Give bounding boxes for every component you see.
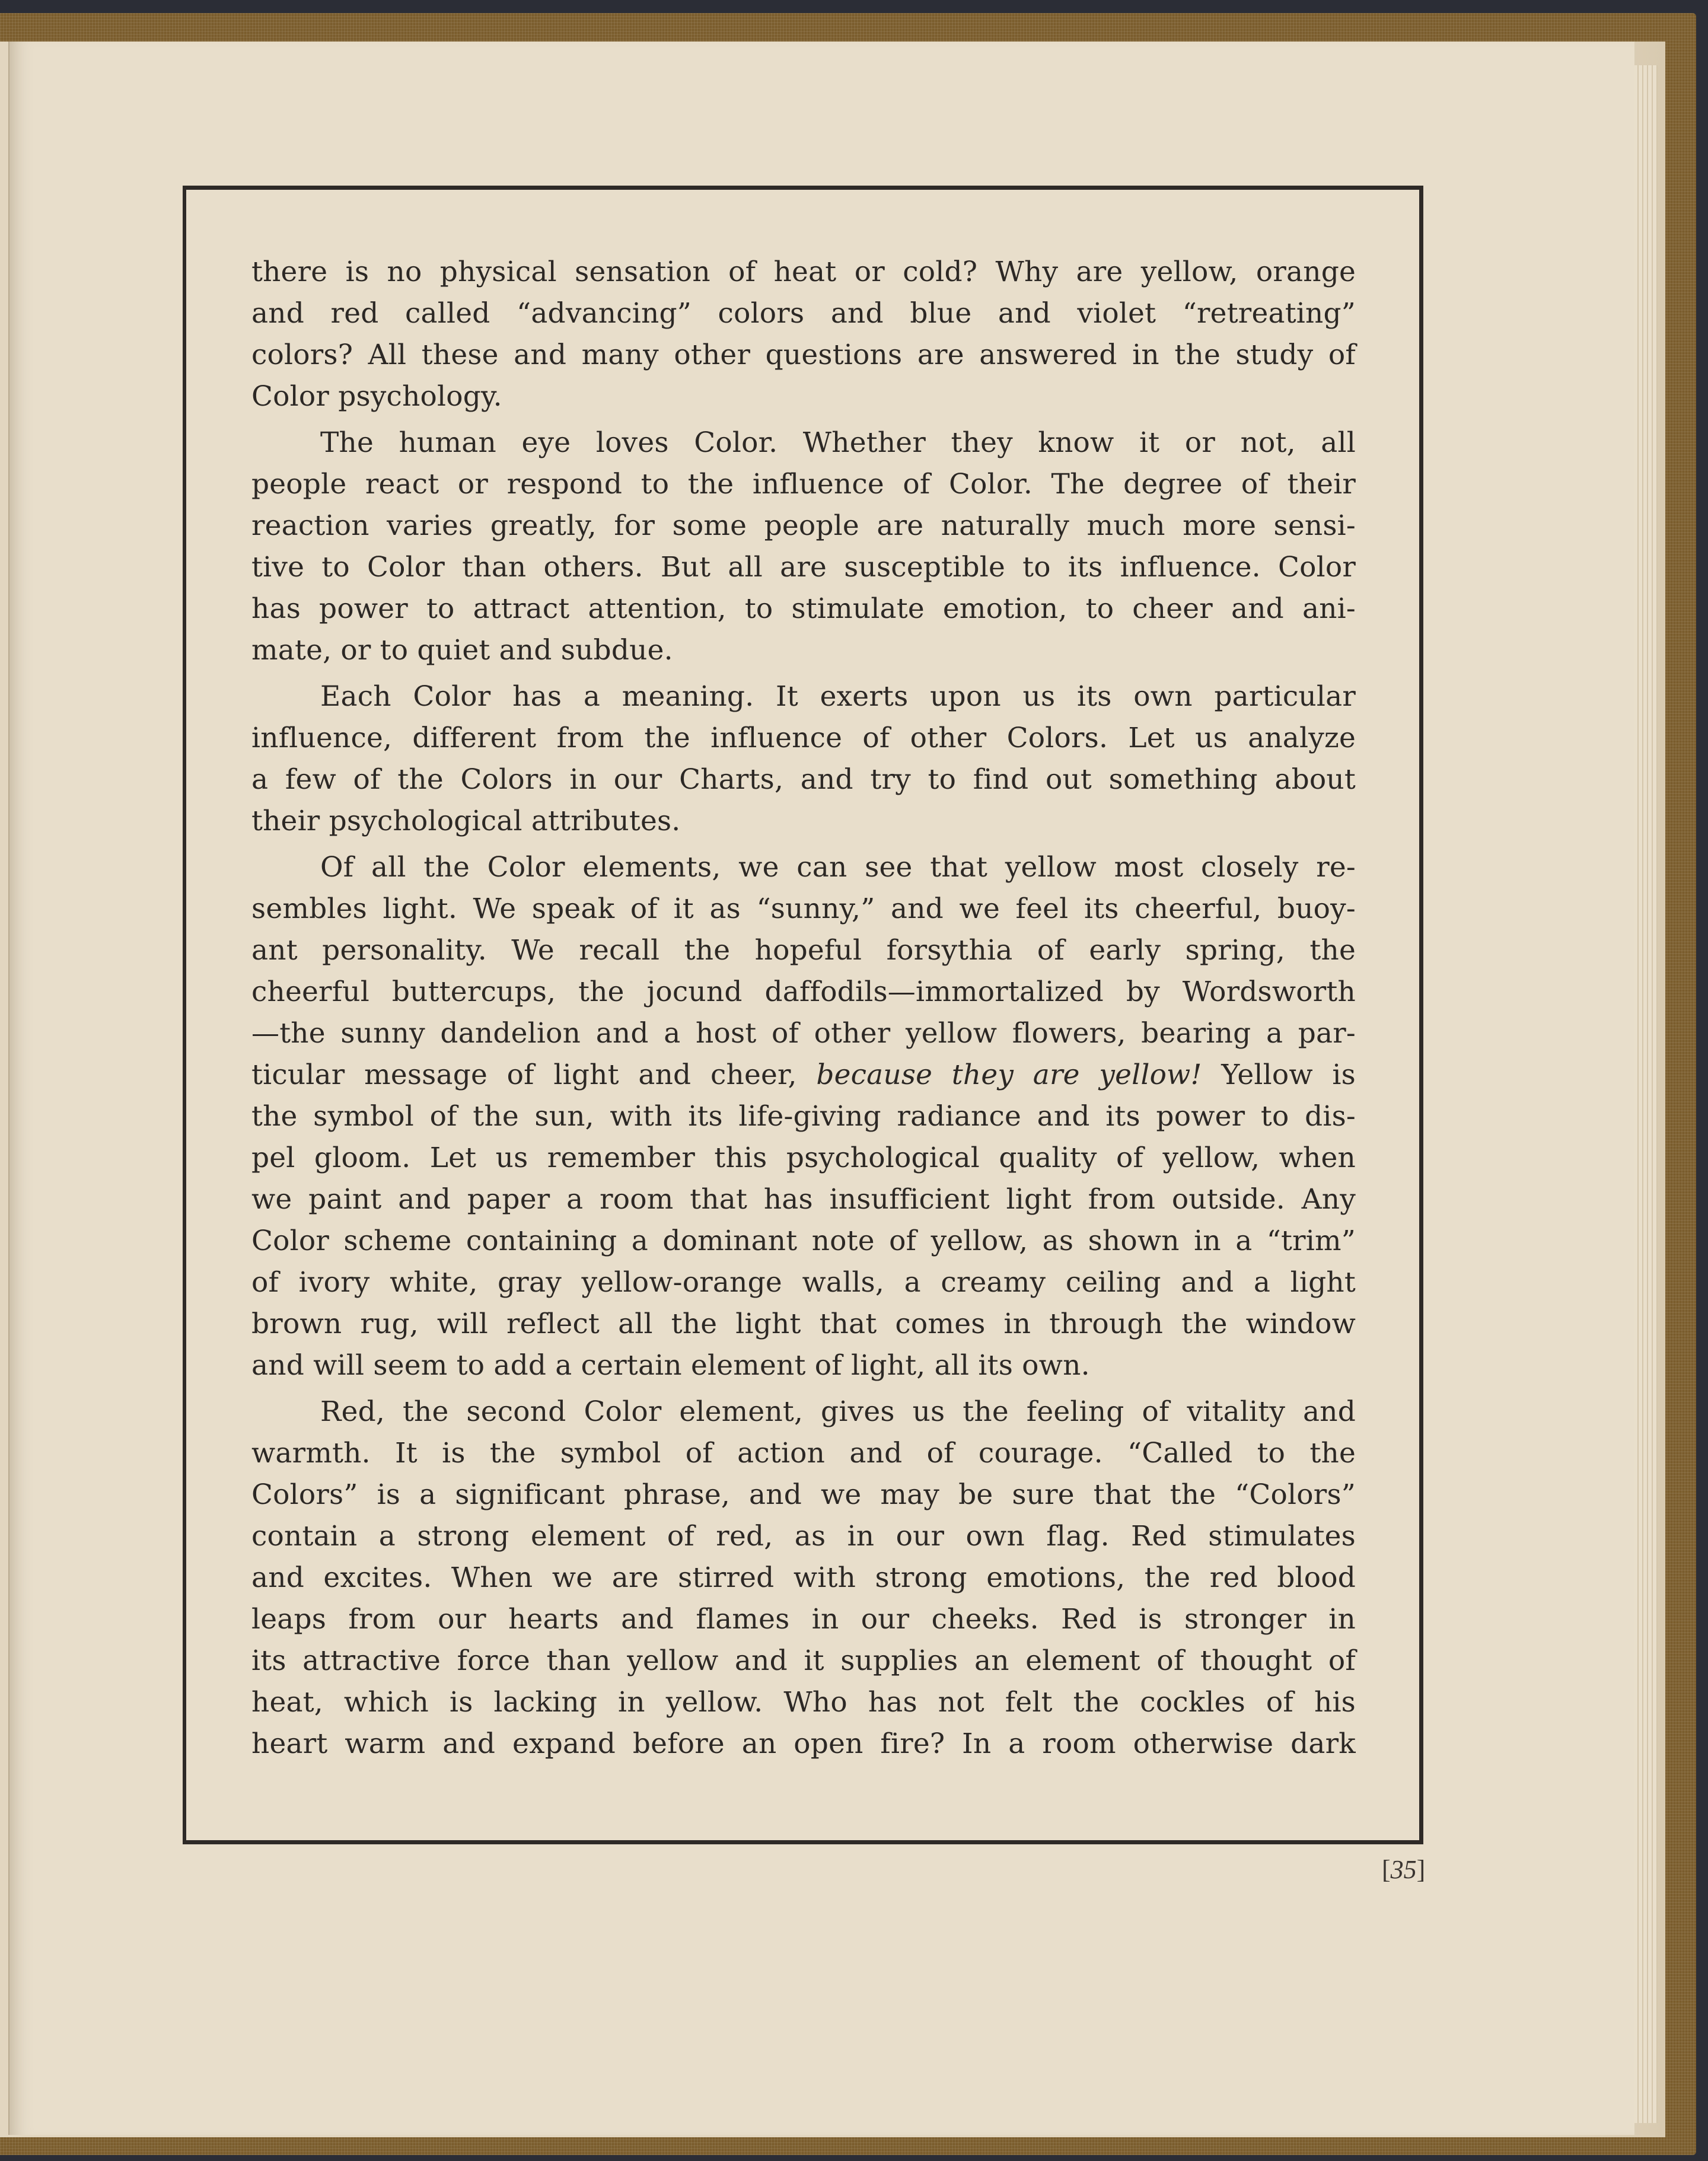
paragraph-3 [251,676,1356,842]
text-line: its attractive force than yellow and it supplies an element of thought of [251,1644,1356,1677]
text-line: pel gloom. Let us remember this psychological quality of yellow, when [251,1142,1356,1174]
text-line: tive to Color than others. But all are susceptible to its influence. Color [251,551,1356,584]
text-run: ticular message of light and cheer, [251,1059,817,1091]
text-line: colors? All these and many other questions are answered in the study of [251,339,1356,371]
paragraph-4 [251,847,1356,1387]
text-line: and excites. When we are stirred with strong emotions, the red blood [251,1561,1356,1594]
text-line: mate, or to quiet and subdue. [251,634,673,667]
text-line: Color scheme containing a dominant note of yellow, as shown in a “trim” [251,1225,1356,1257]
text-line: The human eye loves Color. Whether they know it or not, all [320,426,1356,459]
text-line: warmth. It is the symbol of action and of courage. “Called to the [251,1437,1356,1470]
text-line: brown rug, will reflect all the light that comes in through the window [251,1308,1356,1340]
text-line: and will seem to add a certain element of light, all its own. [251,1349,1090,1382]
text-line: of ivory white, gray yellow-orange walls, a creamy ceiling and a light [251,1266,1356,1299]
text-line: influence, different from the influence of other Colors. Let us analyze [251,722,1356,754]
text-line: Of all the Color elements, we can see that yellow most closely re- [320,851,1356,884]
text-line: Each Color has a meaning. It exerts upon us its own particular [320,680,1356,713]
text-line: Colors” is a significant phrase, and we may be sure that the “Colors” [251,1478,1356,1511]
text-line: contain a strong element of red, as in our own flag. Red stimulates [251,1520,1356,1553]
text-line: a few of the Colors in our Charts, and try to find out something about [251,763,1356,796]
text-line: cheerful buttercups, the jocund daffodils—immortalized by Wordsworth [251,976,1356,1008]
text-line: and red called “advancing” colors and blue and violet “retreating” [251,297,1356,330]
text-line: sembles light. We speak of it as “sunny,” and we feel its cheerful, buoy- [251,893,1356,925]
text-line: their psychological attributes. [251,805,681,837]
text-line-mixed [251,1054,1356,1096]
bracket-close: ] [1416,1855,1426,1884]
text-line: heat, which is lacking in yellow. Who has not felt the cockles of his [251,1686,1356,1719]
text-line: the symbol of the sun, with its life-giving radiance and its power to dis- [251,1100,1356,1133]
body-text [251,251,1356,1770]
italic-emphasis: because they are yellow! [816,1059,1202,1091]
paragraph-2 [251,422,1356,671]
page-number-value: 35 [1390,1855,1417,1884]
text-run: Yellow is [1202,1059,1356,1091]
page-edges [1634,65,1658,2123]
text-line: we paint and paper a room that has insufficient light from outside. Any [251,1183,1356,1216]
paragraph-5 [251,1391,1356,1765]
text-line: Color psychology. [251,380,502,413]
text-line: heart warm and expand before an open fire? In a room otherwise dark [251,1727,1356,1760]
text-line: leaps from our hearts and flames in our cheeks. Red is stronger in [251,1603,1356,1636]
text-line: Red, the second Color element, gives us the feeling of vitality and [320,1395,1356,1428]
text-line: reaction varies greatly, for some people are naturally much more sensi- [251,509,1356,542]
text-line: —the sunny dandelion and a host of other yellow flowers, bearing a par- [251,1017,1356,1050]
page-number [1382,1854,1425,1885]
text-line: has power to attract attention, to stimulate emotion, to cheer and ani- [251,592,1356,625]
bracket-open: [ [1382,1855,1391,1884]
paragraph-1 [251,251,1356,417]
text-line: people react or respond to the influence of Color. The degree of their [251,468,1356,501]
text-line: there is no physical sensation of heat or cold? Why are yellow, orange [251,256,1356,288]
text-line: ant personality. We recall the hopeful forsythia of early spring, the [251,934,1356,967]
